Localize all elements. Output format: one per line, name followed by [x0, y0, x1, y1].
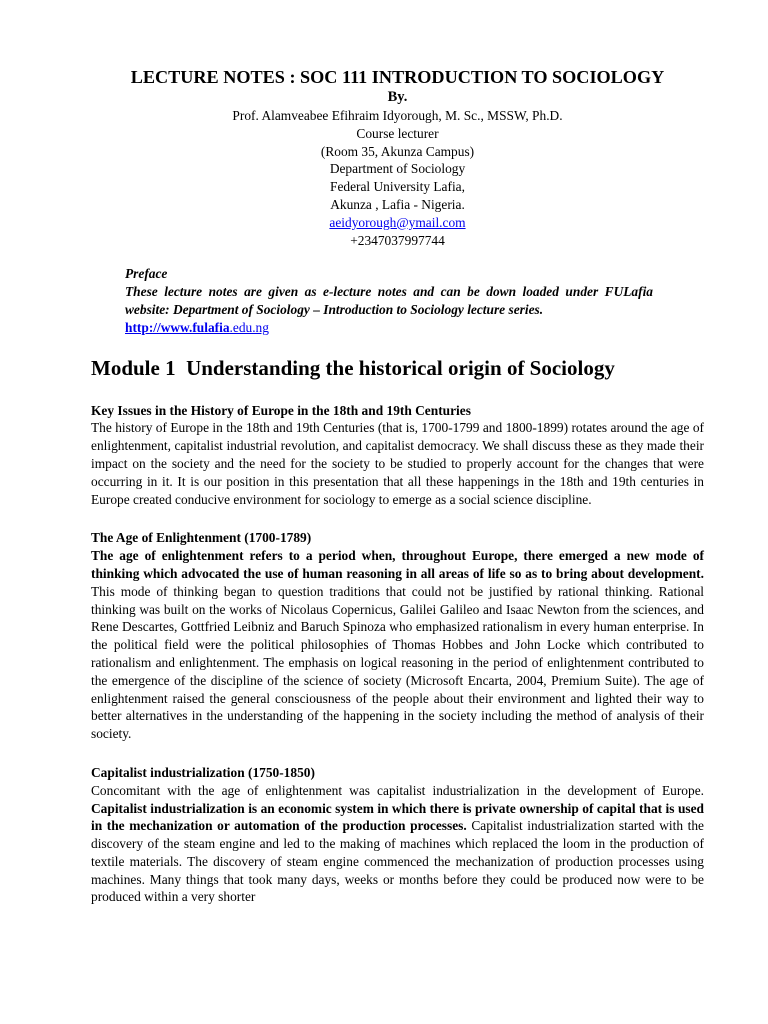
paragraph-text: This mode of thinking began to question traditions that could not be justified by rational thinking. Rational thinking was built on the works of Nicolaus Copernicus, Galilei Galileo and Isaac Newton from the sciences, and Rene Descartes, Gottfried Leibniz and Baruch Spinoza who emphasized rationalism in every human enterprise. In the political field were the political philosophies of Thomas Hobbes and John Locke which contributed to rationalism and enlightenment. The emphasis on logical reasoning in the period of enlightenment contributed to the emergence of the discipline of the science of society (Microsoft Encarta, 2004, Premium Suite). The age of enlightenment raised the general consciousness of the people about their environment and lighted their way to better alternatives in the understanding of the happening in the society including the method of analysis of their society.	[91, 583, 704, 742]
document-title: LECTURE NOTES : SOC 111 INTRODUCTION TO SOCIOLOGY	[130, 67, 665, 87]
section-heading: Key Issues in the History of Europe in the 18th and 19th Centuries	[91, 402, 471, 418]
preface-block	[125, 265, 653, 336]
author-department: Department of Sociology	[329, 161, 466, 177]
section-paragraph: The history of Europe in the 18th and 19th Centuries (that is, 1700-1799 and 1800-1899) rotates around the age of enlightenment, capitalist industrial revolution, and capitalist democracy. We shall discuss these as they made their impact on the society and the need for the society to be studied to properly account for the changes that were occurring in it. It is our position in this presentation that all these happenings in the 18th and 19th centuries in Europe created conducive environment for sociology to emerge as a social science discipline.	[91, 420, 704, 507]
author-location: Akunza , Lafia - Nigeria.	[330, 196, 465, 212]
author-room: (Room 35, Akunza Campus)	[320, 143, 475, 159]
section-heading: Capitalist industrialization (1750-1850)	[91, 764, 315, 780]
author-university: Federal University Lafia,	[330, 179, 465, 195]
section-paragraph	[91, 782, 704, 907]
document-page	[91, 66, 704, 906]
byline: By.	[387, 89, 408, 105]
definition-bold: The age of enlightenment refers to a period when, throughout Europe, there emerged a new mode of thinking which advocated the use of human reasoning in all areas of life so as to bring about development.	[91, 548, 704, 581]
author-name: Prof. Alamveabee Efihraim Idyorough, M. Sc., MSSW, Ph.D.	[232, 108, 563, 123]
author-email-link[interactable]: aeidyorough@ymail.com	[329, 214, 466, 230]
section-key-issues	[91, 402, 704, 509]
paragraph-text-start: Concomitant with the age of enlightenment was capitalist industrialization in the development of Europe.	[91, 782, 704, 798]
paragraph-text-end: Capitalist industrialization started with the discovery of the steam engine and led to the making of machines which replaced the loom in the production of textile materials. The discovery of steam engine commenced the mechanization of production processes using machines. Many things that took many days, weeks or months before they could be produced now were to be produced within a very shorter	[91, 818, 705, 905]
preface-link[interactable]	[125, 320, 269, 335]
definition-bold: Capitalist industrialization is an economic system in which there is private ownership of capital that is used in the mechanization or automation of the production processes.	[91, 800, 704, 834]
module-heading: Module 1 Understanding the historical origin of Sociology	[91, 355, 615, 380]
preface-title: Preface	[125, 266, 168, 282]
author-block	[91, 107, 704, 249]
section-paragraph	[91, 547, 704, 743]
section-enlightenment	[91, 529, 704, 743]
author-role: Course lecturer	[356, 125, 439, 141]
author-phone: +2347037997744	[350, 232, 445, 248]
section-heading: The Age of Enlightenment (1700-1789)	[91, 530, 312, 546]
preface-link-rest: .edu.ng	[229, 319, 269, 335]
section-industrialization	[91, 764, 704, 906]
preface-body: These lecture notes are given as e-lecture notes and can be down loaded under FULafia website: Department of Sociology – Introduction to Sociology lecture series.	[125, 284, 653, 317]
preface-link-bold: http://www.fulafia	[125, 319, 230, 335]
